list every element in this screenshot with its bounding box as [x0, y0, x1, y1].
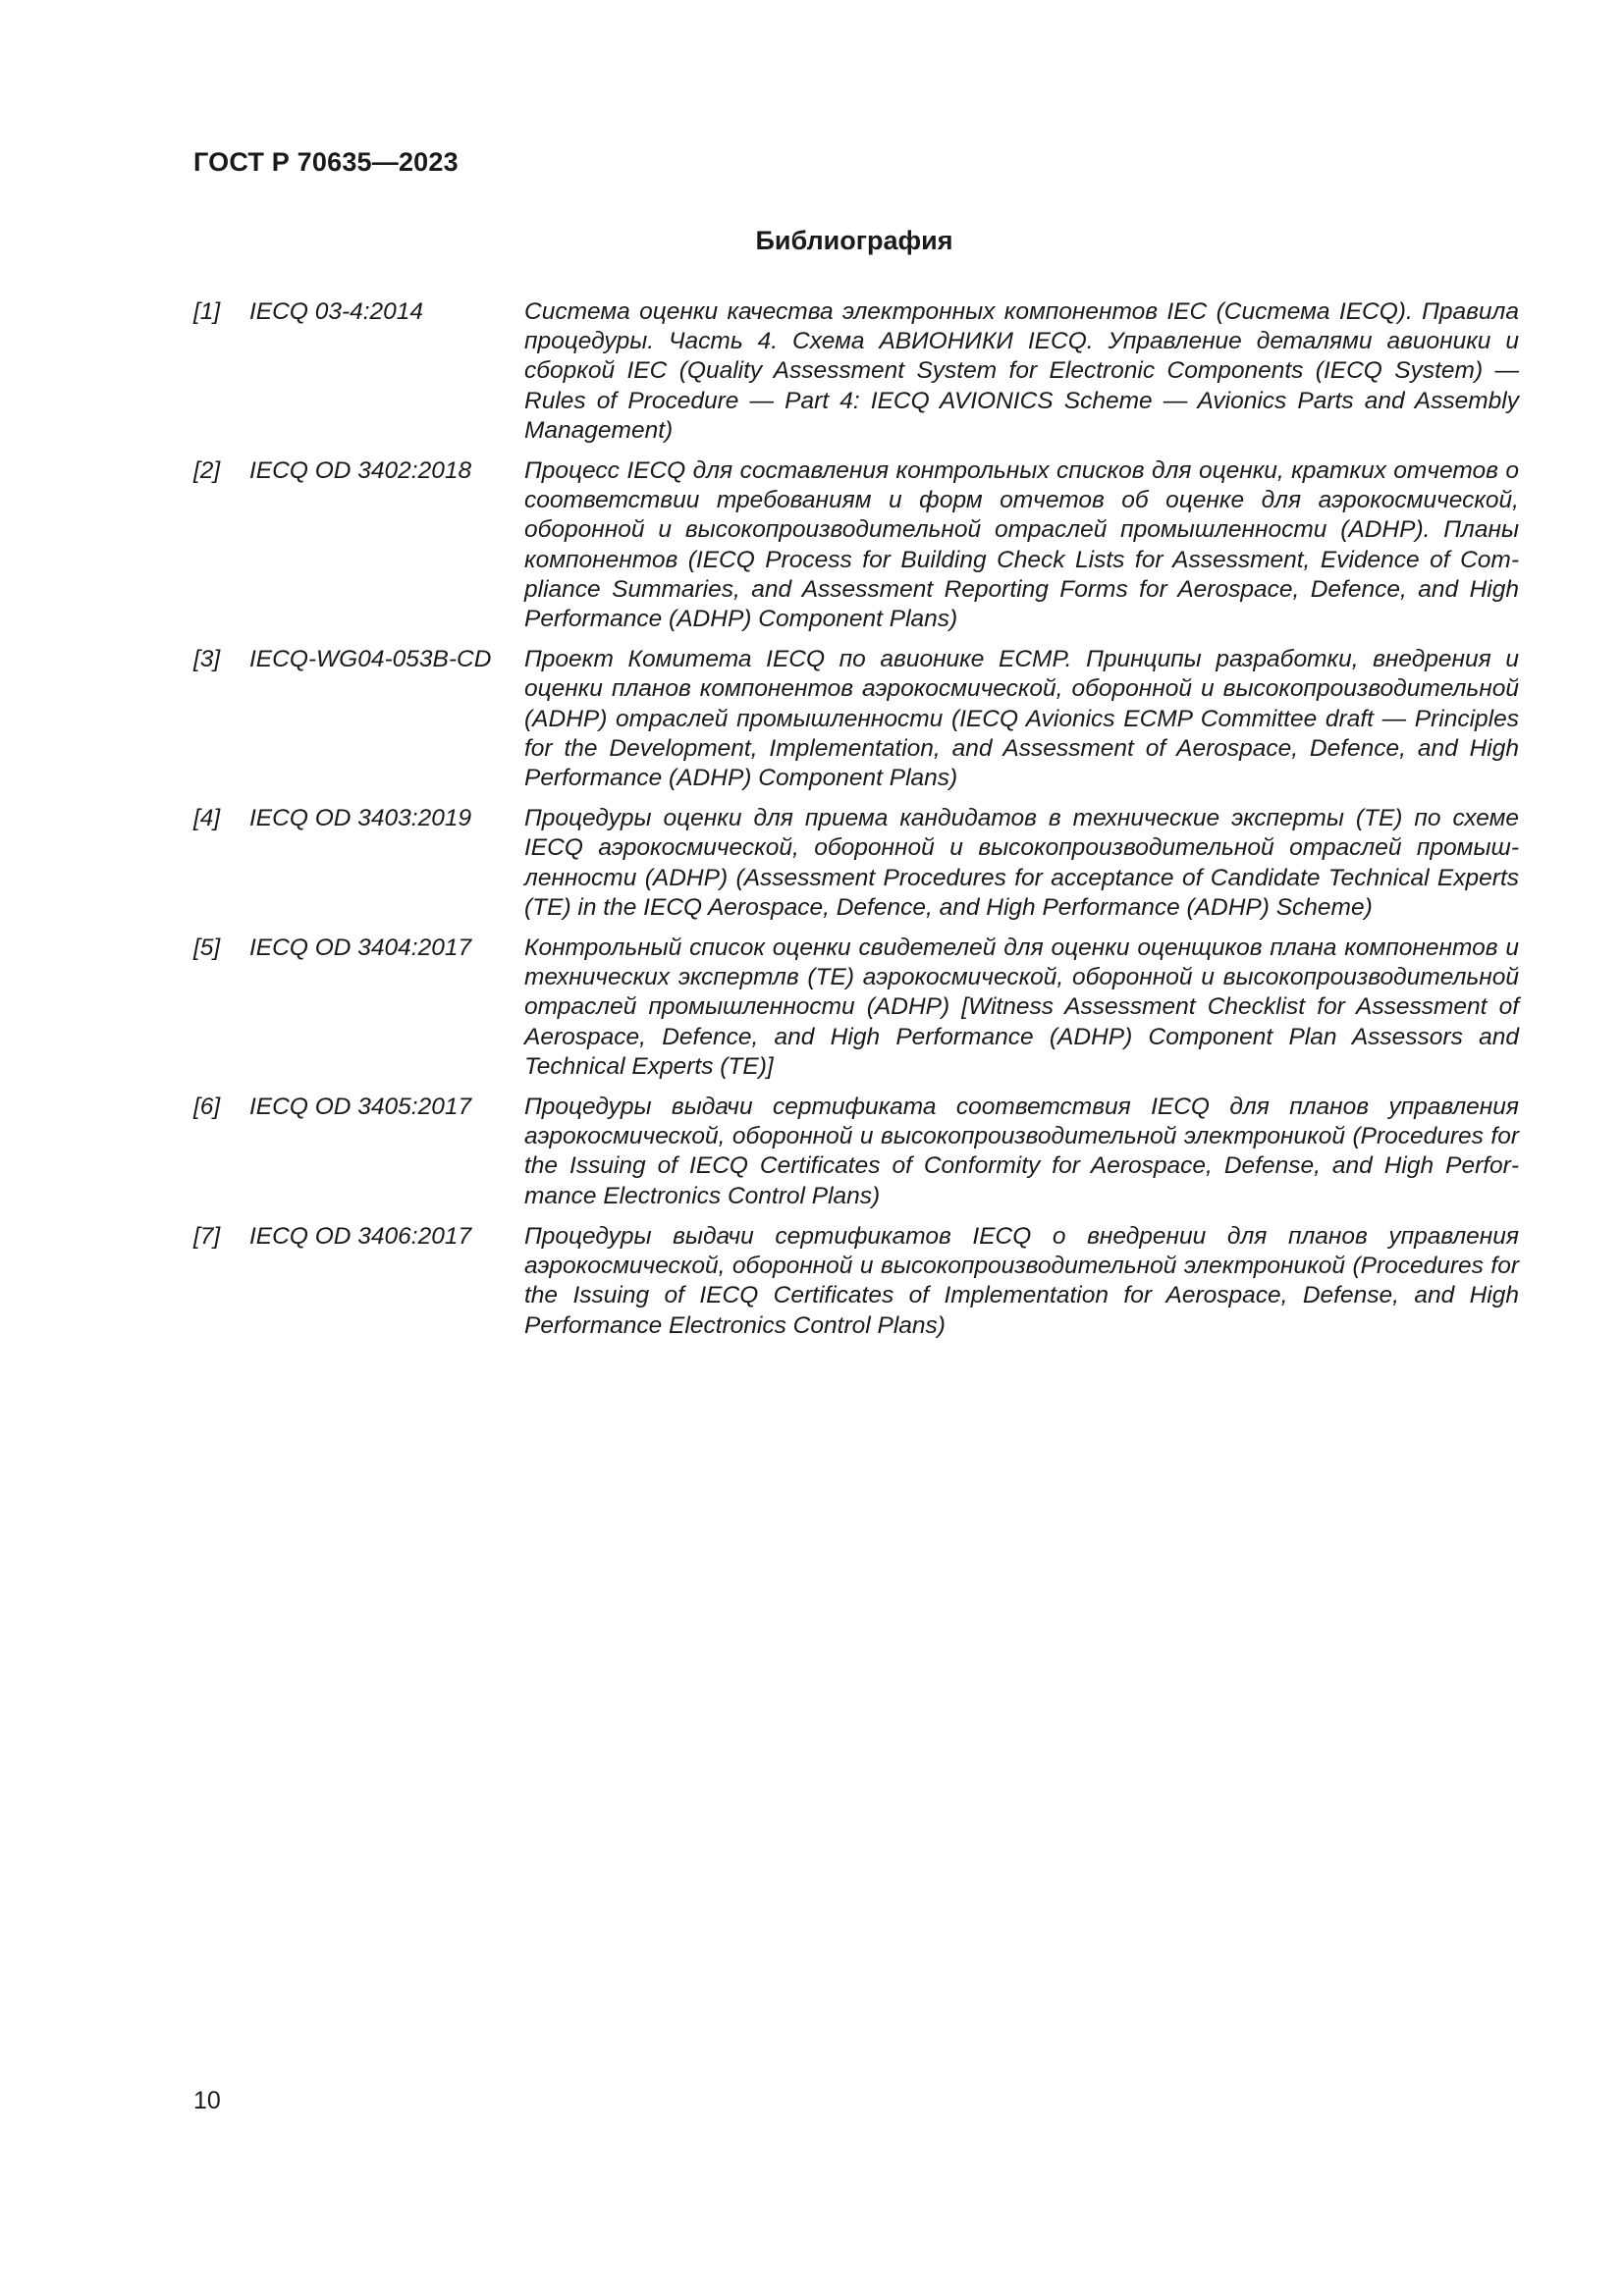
- entry-number: [3]: [193, 646, 221, 673]
- section-title: Библиография: [755, 226, 953, 255]
- entry-number: [7]: [193, 1222, 221, 1250]
- entry-text: Процесс IECQ для составления контрольных списков для оценки, кратких отчетов о соответствии требованиям и форм отчетов об оценке для аэрокосмической, оборонной и высокопроизводительной отраслей промышленности (ADHP). Планы компонентов (IECQ Process for Building Check Lists for Assessment, Evidence of Compliance Summaries, and Assessment Reporting Forms for Aerospace, Defence, and High Performance (ADHP) Component Plans): [524, 457, 1519, 633]
- entry-code: IECQ-WG04-053B-CD: [249, 646, 492, 673]
- bibliography-entry: [193, 1093, 1519, 1211]
- entry-code: IECQ OD 3405:2017: [249, 1094, 472, 1121]
- bibliography-list: [193, 297, 1519, 1352]
- bibliography-entry: [193, 456, 1519, 634]
- entry-text: Контрольный список оценки свидетелей для оценки оценщиков плана компонентов и технических экспертлв (ТЕ) аэрокосмической, оборонной и высокопроизводительной отраслей промышленности (ADHP) [Witness Assessment Checklist for Assessment of Aerospace, Defence, and High Performance (ADHP) Component Plan Assessors and Technical Experts (TE)]: [524, 934, 1519, 1080]
- bibliography-entry: [193, 297, 1519, 446]
- entry-text: Процедуры выдачи сертификатов IECQ о внедрении для планов управления аэрокосмической, оборонной и высокопроизводительной электроникой (Procedures for the Issuing of IECQ Certificates of Implementation for Aerospace, Defense, and High Performance Electronics Control Plans): [524, 1222, 1519, 1339]
- entry-text: Проект Комитета IECQ по авионике ECMP. Принципы разработки, внедрения и оценки планов компонентов аэрокосмической, оборонной и высокопроизводительной (ADHP) отраслей промышленности (IECQ Avionics ECMP Committee draft — Principles for the Development, Implementation, and Assessment of Aerospace, Defence, and High Performance (ADHP) Component Plans): [524, 646, 1519, 792]
- entry-code: IECQ OD 3403:2019: [249, 805, 472, 832]
- bibliography-entry: [193, 804, 1519, 923]
- entry-number: [2]: [193, 457, 221, 485]
- entry-number: [5]: [193, 934, 221, 962]
- entry-number: [1]: [193, 298, 221, 325]
- entry-code: IECQ OD 3406:2017: [249, 1222, 472, 1250]
- document-code-header: ГОСТ Р 70635—2023: [193, 147, 459, 177]
- entry-number: [6]: [193, 1094, 221, 1121]
- bibliography-entry: [193, 1222, 1519, 1341]
- entry-text: Система оценки качества электронных компонентов IEC (Система IECQ). Правила процедуры. Часть 4. Схема АВИОНИКИ IECQ. Управление деталями авионики и сборкой IEC (Quality Assessment System for Electronic Components (IECQ System) — Rules of Procedure — Part 4: IECQ AVIONICS Scheme — Avionics Parts and Assembly Management): [524, 298, 1519, 444]
- entry-text: Процедуры выдачи сертификата соответствия IECQ для планов управления аэрокосмической, оборонной и высокопроизводительной электроникой (Procedures for the Issuing of IECQ Certificates of Conformity for Aerospace, Defense, and High Performance Electronics Control Plans): [524, 1094, 1519, 1209]
- entry-code: IECQ OD 3404:2017: [249, 934, 472, 962]
- page-number: 10: [193, 2087, 221, 2114]
- entry-code: IECQ OD 3402:2018: [249, 457, 472, 485]
- entry-number: [4]: [193, 805, 221, 832]
- bibliography-entry: [193, 934, 1519, 1082]
- entry-code: IECQ 03-4:2014: [249, 298, 424, 325]
- bibliography-entry: [193, 645, 1519, 793]
- entry-text: Процедуры оценки для приема кандидатов в технические эксперты (ТЕ) по схеме IECQ аэрокосмической, оборонной и высокопроизводительной отраслей промышленности (ADHP) (Assessment Procedures for acceptance of Candidate Technical Experts (TE) in the IECQ Aerospace, Defence, and High Performance (ADHP) Scheme): [524, 805, 1519, 921]
